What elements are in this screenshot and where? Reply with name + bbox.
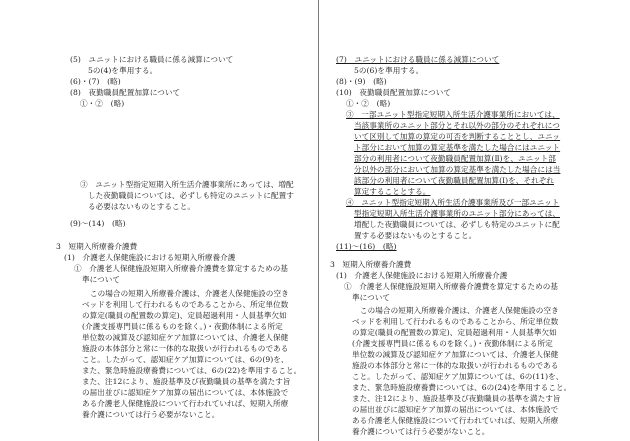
left-item-3-line: ③ ユニット型指定短期入所生活介護事業所にあっては、増配 — [80, 180, 294, 189]
right-section-3-title: 3 短期入所療養介護費 — [330, 260, 412, 269]
right-para-line: また、注12により、施設基準及び夜勤職員の基準を満たす旨 — [352, 394, 561, 403]
right-para-line: (介護支援専門員に係るものを除く。)・夜勤体制による所定 — [352, 339, 553, 348]
right-heading: (8)・(9) (略) — [336, 77, 387, 86]
right-text: ①・② (略) — [346, 99, 391, 108]
left-heading-5: (5) ユニットにおける職員に係る減算について — [70, 55, 234, 64]
right-para-line: の算定(職員の配置数の算定)、定員超過利用・人員基準欠如 — [352, 328, 557, 337]
right-item-3-line: ③ 一部ユニット型指定短期入所生活介護事業所においては、 — [346, 110, 560, 119]
right-item-3-line: 分以外の部分において加算の算定基準を満たした場合には当 — [354, 165, 561, 174]
right-para-line: また、緊急時施設療養費については、6の(24)を準用すること。 — [352, 383, 572, 392]
right-item-3-line: いて区別して加算の算定の可否を判断することとし、ユニッ — [354, 132, 561, 141]
right-para-line: ある介護老人保健施設について行われていれば、短期入所療 — [352, 416, 559, 425]
left-heading: (6)・(7) (略) — [70, 77, 121, 86]
right-heading-11-16: (11)～(16) (略) — [336, 242, 397, 251]
left-subsection-1: (1) 介護老人保健施設における短期入所療養介護 — [64, 253, 236, 262]
left-item-1-line: 準について — [82, 275, 121, 284]
left-para-line: また、注12により、施設基準及び夜勤職員の基準を満たす旨 — [82, 377, 291, 386]
left-para-line: 養介護については行う必要がないこと。 — [82, 410, 220, 419]
left-para-line: 施設の本体部分と常に一体的な取扱いが行われるものである — [82, 344, 289, 353]
right-item-4-line: 置する必要はないものとすること。 — [354, 231, 477, 240]
right-item-4-line: 型指定短期入所生活介護事業所のユニット部分にあっては、 — [354, 209, 560, 218]
right-subsection-1: (1) 介護老人保健施設における短期入所療養介護 — [336, 271, 508, 280]
column-divider — [318, 0, 319, 441]
left-para-line: こと。したがって、認知症ケア加算については、6の(9)を、 — [82, 355, 289, 364]
left-section-3-title: 3 短期入所療養介護費 — [56, 242, 138, 251]
right-item-3-line: 部分の利用者について夜勤職員配置加算(Ⅱ)を、ユニット部 — [354, 154, 556, 163]
right-item-3-line: 算定することとする。 — [354, 187, 431, 196]
right-heading-10: (10) 夜勤職員配置加算について — [336, 88, 452, 97]
left-item-1-line: ① 介護老人保健施設短期入所療養介護費を算定するための基 — [74, 264, 289, 273]
right-item-4-line: ④ ユニット型指定短期入所生活介護事業所及び一部ユニット — [346, 198, 560, 207]
right-item-3-line: 当該事業所のユニット部分とそれ以外の部分のそれぞれにつ — [354, 121, 560, 130]
right-item-1-line: ① 介護老人保健施設短期入所療養介護費を算定するための基 — [344, 282, 559, 291]
right-para-line: こと。したがって、認知症ケア加算については、6の(11)を、 — [352, 372, 564, 381]
right-item-3-line: 該部分の利用者について夜勤職員配置加算(Ⅰ)を、それぞれ — [354, 176, 555, 185]
left-para-line: の算定(職員の配置数の算定)、定員超過利用・人員基準欠如 — [82, 311, 287, 320]
right-text: 5の(6)を準用する。 — [354, 66, 424, 75]
left-para-line: ベッドを利用して行われるものであることから、所定単位数 — [82, 300, 289, 309]
right-para-line: の届出並びに認知症ケア加算の届出については、本体施設で — [352, 405, 559, 414]
left-para-line: (介護支援専門員に係るものを除く。)・夜勤体制による所定 — [82, 322, 283, 331]
right-para-line: この場合の短期入所療養介護は、介護老人保健施設の空き — [360, 306, 559, 315]
right-heading-7: (7) ユニットにおける職員に係る減算について — [336, 55, 500, 64]
left-para-line: ある介護老人保健施設について行われていれば、短期入所療 — [82, 399, 289, 408]
left-para-line: この場合の短期入所療養介護は、介護老人保健施設の空き — [90, 289, 289, 298]
left-text: 5の(4)を準用する。 — [88, 66, 158, 75]
right-item-4-line: 増配した夜勤職員については、必ずしも特定のユニットに配 — [354, 220, 560, 229]
left-heading-8: (8) 夜勤職員配置加算について — [70, 88, 181, 97]
right-para-line: 単位数の減算及び認知症ケア加算については、介護老人保健 — [352, 350, 559, 359]
left-text: ①・② (略) — [80, 99, 125, 108]
left-item-3-line: る必要はないものとすること。 — [88, 202, 196, 211]
right-column — [330, 0, 592, 441]
left-column — [56, 0, 312, 441]
right-para-line: 施設の本体部分と常に一体的な取扱いが行われるものである — [352, 361, 559, 370]
right-para-line: ベッドを利用して行われるものであることから、所定単位数 — [352, 317, 559, 326]
right-item-3-line: ト部分において加算の算定基準を満たした場合にはユニット — [354, 143, 561, 152]
left-item-3-line: した夜勤職員については、必ずしも特定のユニットに配置す — [88, 191, 294, 200]
right-item-1-line: 準について — [352, 293, 391, 302]
right-para-line: 養介護については行う必要がないこと。 — [352, 427, 490, 436]
left-heading-9-14: (9)～(14) (略) — [70, 219, 126, 228]
left-para-line: 単位数の減算及び認知症ケア加算については、介護老人保健 — [82, 333, 289, 342]
left-para-line: の届出並びに認知症ケア加算の届出については、本体施設で — [82, 388, 289, 397]
left-para-line: また、緊急時施設療養費については、6の(22)を準用すること。 — [82, 366, 302, 375]
